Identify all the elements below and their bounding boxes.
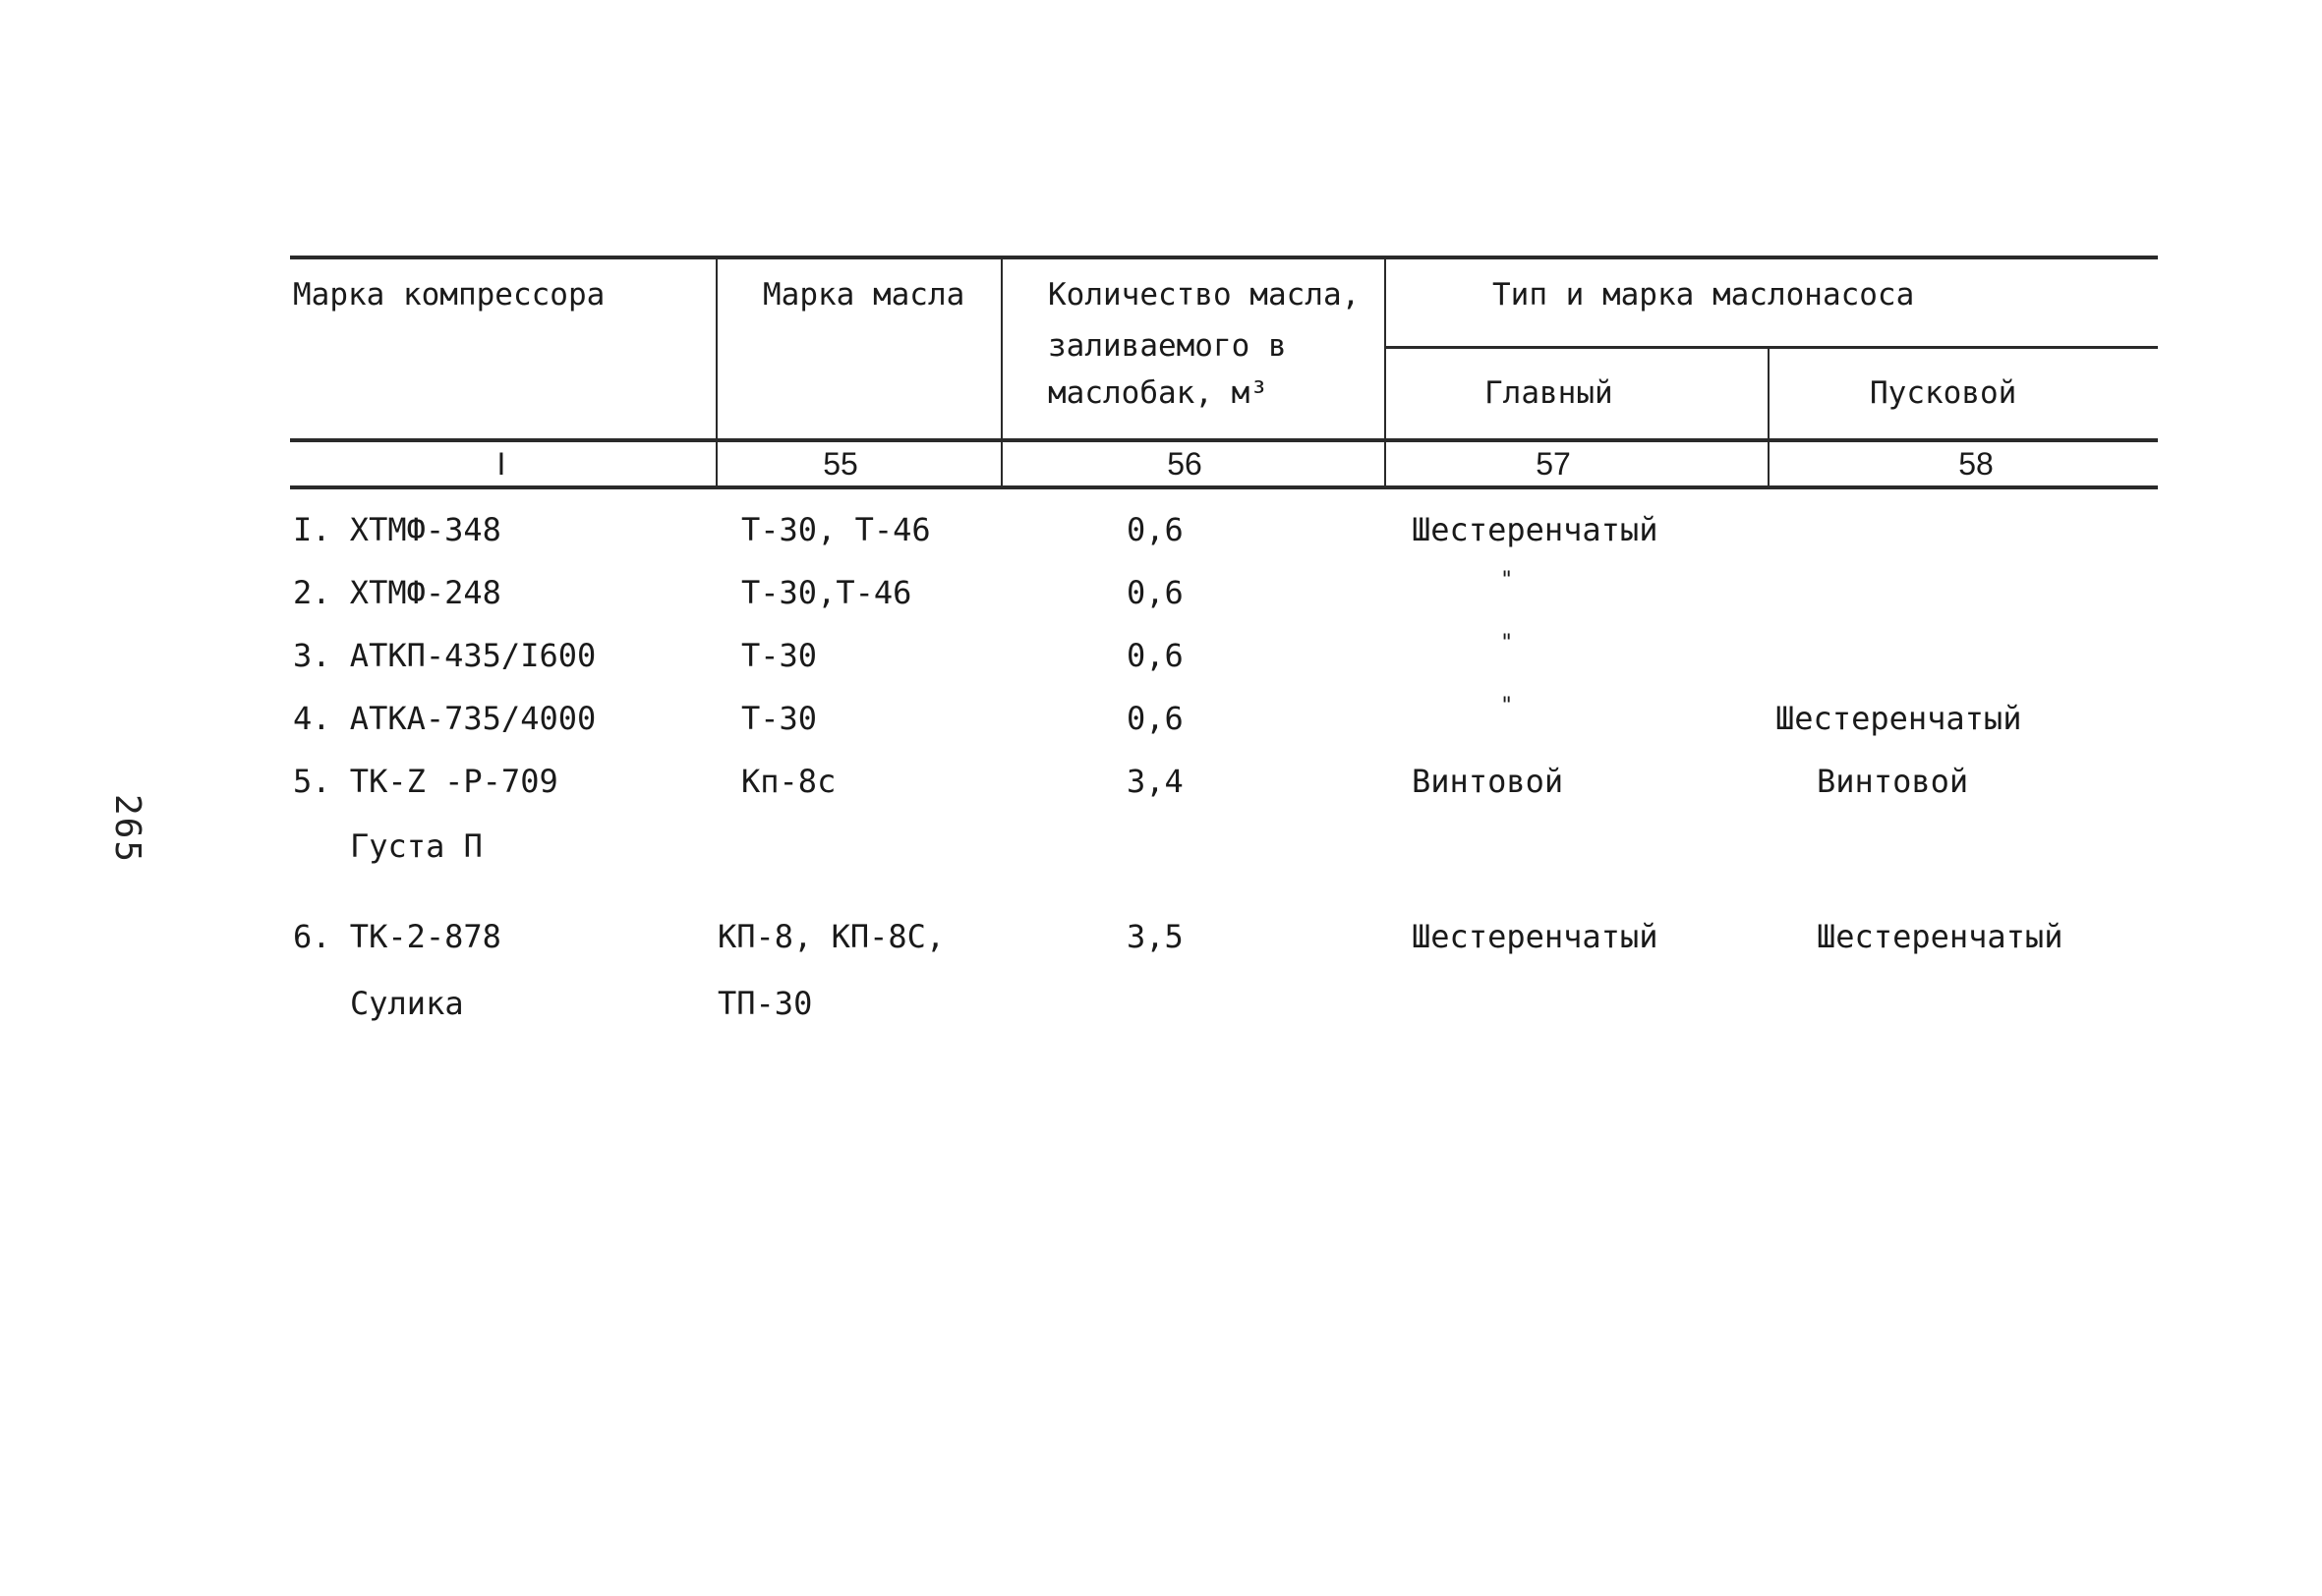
row-oil: Т-30: [741, 700, 818, 737]
header-bottom-rule: [290, 438, 2158, 442]
row-compressor: 4. АТКА-735/4000: [293, 700, 597, 737]
table-top-rule: [290, 256, 2158, 259]
colnum-1: I: [496, 446, 506, 482]
row-compressor: 3. АТКП-435/I600: [293, 637, 597, 674]
header-quantity-line3: маслобак, м³: [1048, 375, 1268, 411]
colnum-58: 58: [1958, 446, 1994, 482]
row-quantity: 3,4: [1127, 763, 1184, 800]
row-oil: КП-8, КП-8С,: [718, 918, 946, 955]
colnum-56: 56: [1167, 446, 1202, 482]
colnum-55: 55: [823, 446, 858, 482]
numbers-bottom-rule: [290, 485, 2158, 489]
row-compressor: 5. ТК-Z -Р-709: [293, 763, 558, 800]
row-quantity: 0,6: [1127, 574, 1184, 611]
row-compressor: 6. ТК-2-878: [293, 918, 501, 955]
row-oil: Кп-8с: [741, 763, 837, 800]
row-main-pump: ": [1500, 694, 1514, 718]
col-divider-3: [1384, 257, 1386, 487]
header-oil: Марка масла: [763, 277, 965, 313]
row-compressor-line2: Сулика: [350, 985, 464, 1022]
row-start-pump: Винтовой: [1817, 763, 1969, 800]
row-oil: Т-30, Т-46: [741, 511, 931, 548]
col-divider-1: [716, 257, 718, 487]
row-start-pump: Шестеренчатый: [1775, 700, 2022, 737]
row-quantity: 0,6: [1127, 637, 1184, 674]
colnum-57: 57: [1536, 446, 1571, 482]
row-main-pump: Шестеренчатый: [1412, 511, 1658, 548]
header-compressor: Марка компрессора: [293, 277, 606, 313]
row-main-pump: ": [1500, 631, 1514, 656]
row-oil: Т-30: [741, 637, 818, 674]
row-compressor: 2. ХТМФ-248: [293, 574, 501, 611]
row-oil-line2: ТП-30: [718, 985, 813, 1022]
col-divider-4: [1768, 348, 1770, 487]
row-compressor-line2: Густа П: [350, 827, 483, 865]
row-quantity: 3,5: [1127, 918, 1184, 955]
row-quantity: 0,6: [1127, 511, 1184, 548]
row-main-pump: Шестеренчатый: [1412, 918, 1658, 955]
row-main-pump: ": [1500, 568, 1514, 593]
header-pump-group: Тип и марка маслонасоса: [1492, 277, 1915, 313]
header-quantity-line2: заливаемого в: [1048, 328, 1287, 364]
row-main-pump: Винтовой: [1412, 763, 1564, 800]
header-main: Главный: [1484, 375, 1613, 411]
header-quantity-line1: Количество масла,: [1048, 277, 1361, 313]
row-oil: Т-30,Т-46: [741, 574, 912, 611]
row-quantity: 0,6: [1127, 700, 1184, 737]
page-number: 265: [107, 794, 147, 865]
row-compressor: I. ХТМФ-348: [293, 511, 501, 548]
pump-group-rule: [1384, 346, 2158, 349]
row-start-pump: Шестеренчатый: [1817, 918, 2063, 955]
col-divider-2: [1001, 257, 1003, 487]
header-start: Пусковой: [1870, 375, 2017, 411]
